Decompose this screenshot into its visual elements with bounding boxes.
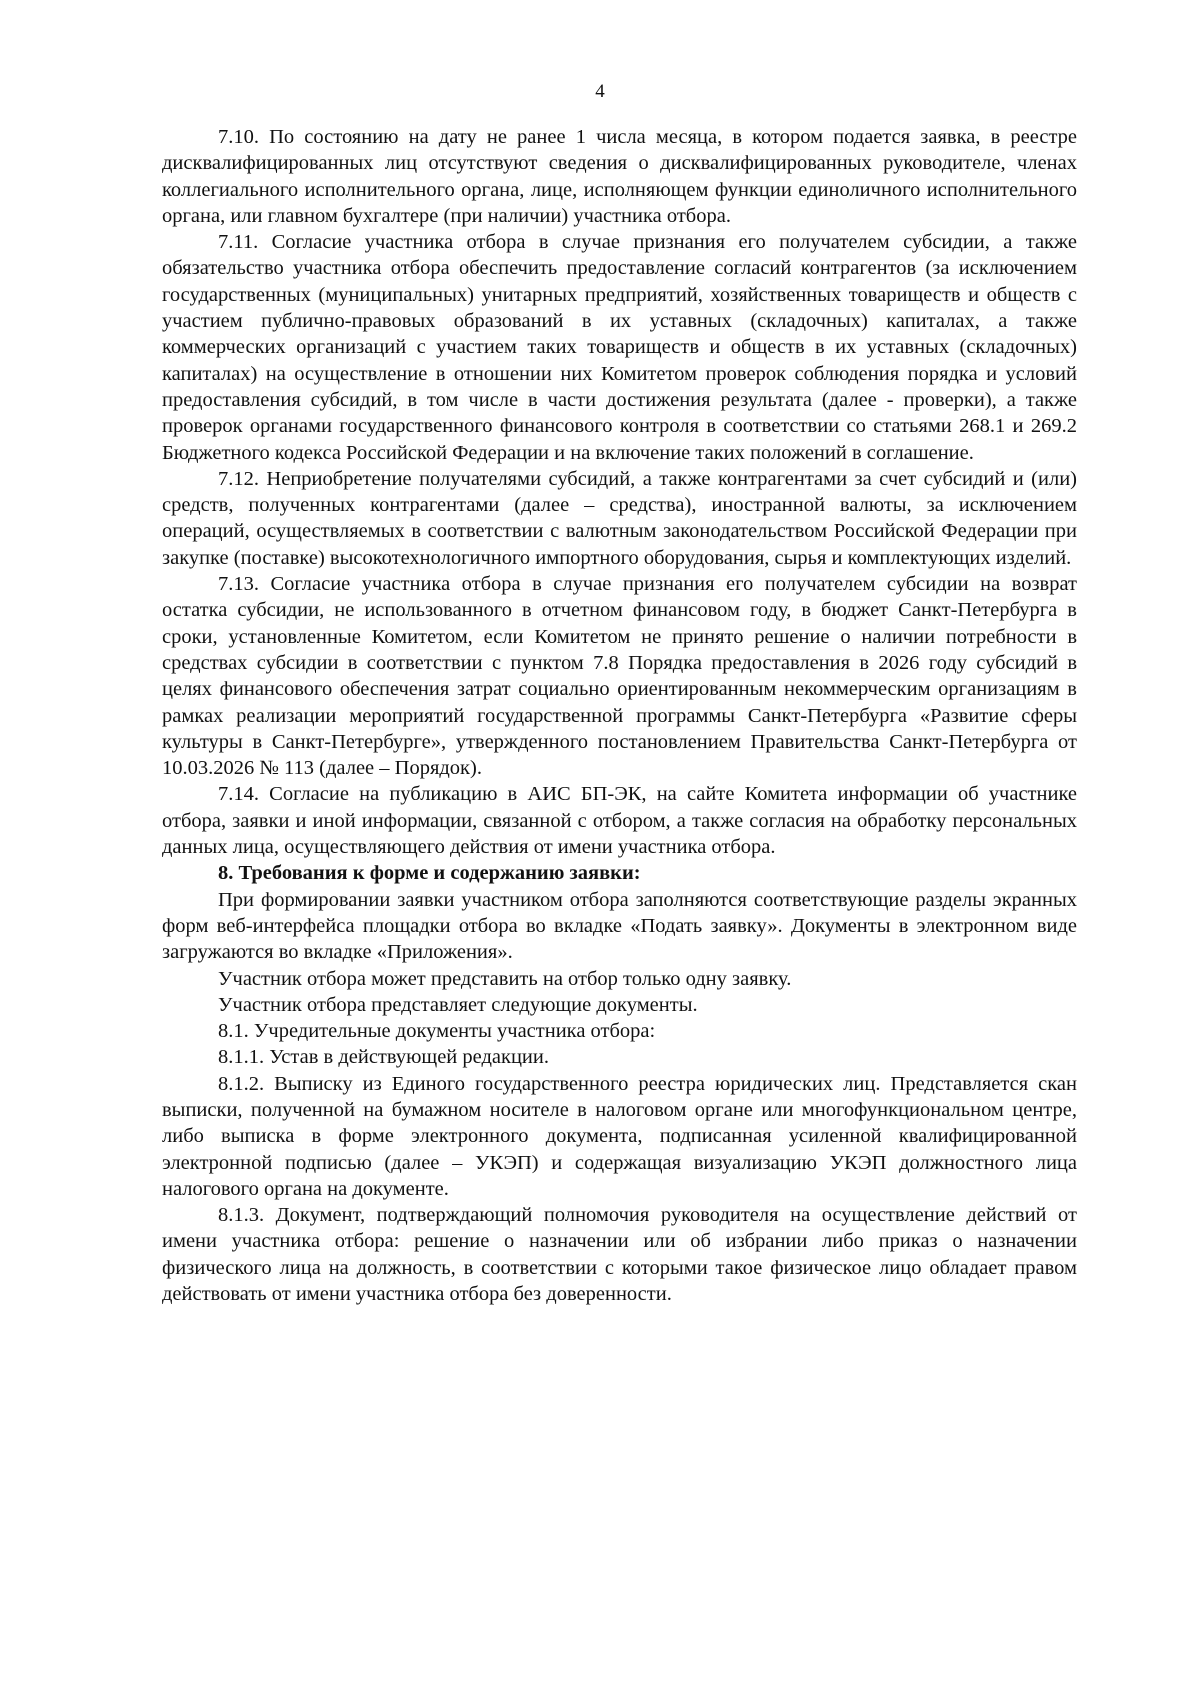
paragraph-documents-list: Участник отбора представляет следующие документы. bbox=[218, 993, 698, 1016]
paragraph-7-14: 7.14. Согласие на публикацию в АИС БП-ЭК, на сайте Комитета информации об участнике отбора, заявки и иной информации, связанной с отбором, а также согласия на обработку персональных данных лица, осуществляющего действия от имени участника отбора. bbox=[162, 783, 1077, 859]
paragraph-7-12: 7.12. Неприобретение получателями субсидий, а также контрагентами за счет субсидий и (или) средств, полученных контрагентами (далее – средства), иностранной валюты, за исключением операций, осуществляемых в соответствии с валютным законодательством Российской Федерации при закупке (поставке) высокотехнологичного импортного оборудования, сырья и комплектующих изделий. bbox=[162, 467, 1077, 569]
paragraph-8-1: 8.1. Учредительные документы участника отбора: bbox=[218, 1020, 656, 1043]
document-body bbox=[162, 124, 1077, 1307]
page-number: 4 bbox=[595, 81, 605, 102]
paragraph-8-1-3: 8.1.3. Документ, подтверждающий полномочия руководителя на осуществление действий от имени участника отбора: решение о назначении или об избрании либо приказ о назначении физического лица на должность, в соответствии с которыми такое физическое лицо обладает правом действовать от имени участника отбора без доверенности. bbox=[162, 1204, 1077, 1306]
paragraph-one-application: Участник отбора может представить на отбор только одну заявку. bbox=[218, 967, 792, 990]
paragraph-7-13: 7.13. Согласие участника отбора в случае признания его получателем субсидии на возврат остатка субсидии, не использованного в отчетном финансовом году, в бюджет Санкт-Петербурга в сроки, установленные Комитетом, если Комитетом не принято решение о наличии потребности в средствах субсидии в соответствии с пунктом 7.8 Порядка предоставления в 2026 году субсидий в целях финансового обеспечения затрат социально ориентированным некоммерческим организациям в рамках реализации мероприятий государственной программы Санкт-Петербурга «Развитие сферы культуры в Санкт-Петербурге», утвержденного постановлением Правительства Санкт-Петербурга от 10.03.2026 № 113 (далее – Порядок). bbox=[162, 573, 1077, 780]
paragraph-7-11: 7.11. Согласие участника отбора в случае признания его получателем субсидии, а также обязательство участника отбора обеспечить предоставление согласий контрагентов (за исключением государственных (муниципальных) унитарных предприятий, хозяйственных товариществ и обществ с участием публично-правовых образований в их уставных (складочных) капиталах, а также коммерческих организаций с участием таких товариществ и обществ в их уставных (складочных) капиталах) на осуществление в отношении них Комитетом проверок соблюдения порядка и условий предоставления субсидий, в том числе в части достижения результата (далее - проверки), а также проверок органами государственного финансового контроля в соответствии со статьями 268.1 и 269.2 Бюджетного кодекса Российской Федерации и на включение таких положений в соглашение. bbox=[162, 231, 1077, 464]
paragraph-8-1-2: 8.1.2. Выписку из Единого государственного реестра юридических лиц. Представляется скан выписки, полученной на бумажном носителе в налоговом органе или многофункциональном центре, либо выписка в форме электронного документа, подписанная усиленной квалифицированной электронной подписью (далее – УКЭП) и содержащая визуализацию УКЭП должностного лица налогового органа на документе. bbox=[162, 1072, 1077, 1200]
section-heading-8: 8. Требования к форме и содержанию заявки: bbox=[218, 862, 641, 885]
paragraph-8-1-1: 8.1.1. Устав в действующей редакции. bbox=[218, 1046, 550, 1069]
paragraph-7-10: 7.10. По состоянию на дату не ранее 1 числа месяца, в котором подается заявка, в реестре дисквалифицированных лиц отсутствуют сведения о дисквалифицированных руководителе, членах коллегиального исполнительного органа, лице, исполняющем функции единоличного исполнительного органа, или главном бухгалтере (при наличии) участника отбора. bbox=[162, 126, 1077, 227]
paragraph-8-intro: При формировании заявки участником отбора заполняются соответствующие разделы экранных форм веб-интерфейса площадки отбора во вкладке «Подать заявку». Документы в электронном виде загружаются во вкладке «Приложения». bbox=[162, 888, 1077, 964]
